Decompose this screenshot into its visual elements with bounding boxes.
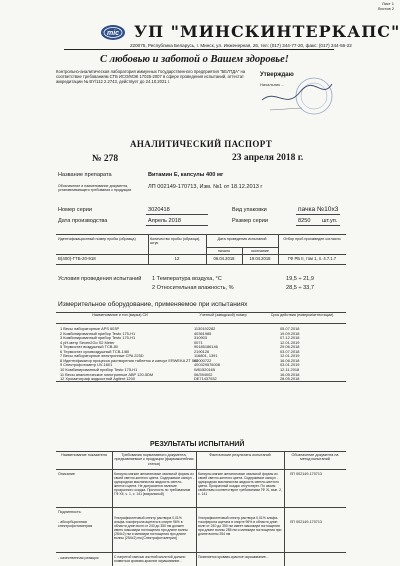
normative-doc-value: ЛП 002149-170713, Изм. №1 от 18.12.2013 г [148, 184, 263, 190]
result-row-spectro-fact: Ультрафиолетовый спектр раствора 0,01% альфа-токоферола ацетата в спирте 96% в области длин волн от 240 до 350 нм имеет максимум поглощения при длине волны 285 нм и минимум поглощения при длине волны 254 нм [198, 516, 282, 536]
results-title: РЕЗУЛЬТАТЫ ИСПЫТАНИЙ [150, 441, 245, 448]
equipment-serial: 60000722 [194, 357, 212, 363]
result-row-spectro-name: - абсорбционная спектрофотометрия [58, 520, 93, 529]
sample-qty-header: Количество пробы (образца), штук [150, 237, 201, 246]
equipment-name: 7 Весы лабораторные электронные CPA 225D [60, 353, 144, 359]
equipment-serial: DE71437532 [194, 376, 217, 382]
series-size-label: Размер серии [232, 218, 269, 224]
equipment-validity: 12.01.2019 [280, 353, 300, 359]
equipment-title: Измерительное оборудование, применяемое при испытаниях [58, 301, 248, 308]
equipment-number-header: Учетный (заводской) номер [199, 313, 247, 317]
condition-humidity-value: 28,5 ÷ 33,7 [286, 285, 314, 291]
result-row-description-doc: ЛП 002149-170713 [290, 472, 322, 476]
company-logo [100, 24, 126, 41]
equipment-serial: 90185186146 [194, 344, 218, 350]
sample-qty-value: 12 [174, 256, 180, 261]
equipment-serial: 116801, 1391 [194, 353, 218, 359]
series-number-value: 3020418 [148, 207, 170, 213]
equipment-name: 11 Весы аналитические электронные ABP 120-5DM [60, 371, 154, 377]
result-row-spectro-req: Ультрафиолетовый спектр раствора 0,01% альфа-токоферола ацетата в спирте 96% в области длин волн от 240 до 350 нм должен иметь максимум поглощения при длине волны (284±2) нм и минимум поглощения при длине волны (254±2) нм [Спектрофотометрия] [114, 516, 188, 540]
equipment-validity: 03.07.2018 [280, 348, 300, 354]
equipment-name: 2 Комбинированный прибор Testo 175-Н1 [60, 330, 136, 336]
equipment-name: 12 Хроматограф жидкостной Agilent 1200 [60, 376, 135, 382]
equipment-name: 9 Спектрофотометр UV-1601 [60, 362, 113, 368]
sampling-value: ГФ РБ II, том 1, п. 4.7.1.7 [287, 256, 337, 261]
company-slogan: С любовью и заботой о Вашем здоровье! [100, 54, 289, 65]
equipment-serial: 40361985 [194, 330, 212, 336]
sampling-header: Отбор проб произведен согласно [283, 237, 341, 241]
sheet-total: Листов 2 [377, 5, 394, 11]
approval-title: Утверждаю [260, 72, 294, 78]
package-type-label: Вид упаковки [232, 207, 267, 213]
equipment-name-header: Наименование и тип (марка) СИ [92, 313, 148, 317]
equipment-serial: 2190126 [194, 348, 210, 354]
equipment-validity: 03.01.2019 [280, 362, 300, 368]
test-start-value: 06.04.2018 [213, 256, 235, 261]
equipment-name: 4 pH-метр Seven2Go S2 Meter [60, 339, 115, 345]
company-name: УП "МИНСКИНТЕРКАПС" [134, 22, 400, 41]
test-end-value: 19.04.2018 [249, 256, 271, 261]
production-date-value: Апрель 2018 [148, 218, 181, 224]
test-start-header: начало [217, 249, 231, 253]
result-row-description-fact: Капсулы мягкие желатиновые овальной формы из своей светло-желтого цвета. Содержимое капсул - однородная маслянистая жидкость светло-желтого цвета. Прозрачный осадок отсутствует. По своим свойствам соответствуют требованиям ГФ XI, вып. 2, с. 141 [198, 472, 282, 496]
equipment-name: 5 Термостат воздушный ТСВ-80 [60, 344, 118, 350]
condition-humidity-name: 2 Относительная влажность, % [152, 285, 234, 291]
equipment-validity: 28.05.2018 [280, 376, 300, 382]
sheet-number: Лист 1 [381, 1, 394, 6]
document-number: № 278 [92, 154, 119, 164]
normative-doc-label: Обозначение и наименование документа, устанавливающего требования к продукции [58, 184, 132, 193]
result-row-qualitative-name: - качественная реакция [58, 556, 99, 560]
equipment-validity: 16.05.2018 [280, 371, 300, 377]
equipment-name: 6 Термостат суховоздушный ТСВ-1/80 [60, 348, 130, 354]
sheet-counter [378, 2, 394, 11]
series-size-value: 8250 [298, 218, 311, 224]
lab-accreditation-info: Контрольно-аналитическая лаборатория иммунных Государственного предприятия "БЕЛТДА" на соответствие требованиям СТБ ИСО/МЭК 17025-2007 в сфере проведения испытаний, аттестат аккредитации № BY/112 2.2743, действует до 24.10.2021 г. [56, 69, 246, 84]
logo-text: mic [106, 30, 120, 37]
series-size-unit: шт.уп. [322, 218, 338, 224]
test-end-header: окончание [251, 249, 269, 253]
equipment-name: 3 Комбинированный прибор Testo 175-Н1 [60, 335, 136, 341]
equipment-serial: 310903 [194, 335, 207, 341]
equipment-serial: 400329576008 [194, 362, 220, 368]
equipment-serial: 0071 [194, 339, 203, 345]
equipment-validity: 12.11.2018 [280, 366, 300, 372]
result-row-spectro-doc: ЛП 002149-170713 [290, 520, 322, 524]
equipment-validity: 05.07.2018 [280, 326, 300, 331]
conditions-label: Условия проведения испытаний [58, 276, 142, 282]
result-row-qualitative-fact: Появляется кроваво-красное окрашивание... [198, 555, 269, 559]
results-fact-header: Фактические результаты испытаний [209, 453, 271, 457]
sample-id-value: В(400)-ГТБ-20-918 [58, 256, 96, 261]
equipment-validity: 07.12.2018 [280, 335, 300, 341]
equipment-validity: 16.06.2018 [280, 357, 300, 363]
equipment-validity: 19.09.2018 [280, 330, 300, 336]
document-title: АНАЛИТИЧЕСКИЙ ПАСПОРТ [130, 139, 273, 149]
product-name-value: Витамин Е, капсулы 400 мг [148, 172, 224, 178]
equipment-validity: 29.06.2018 [280, 344, 300, 350]
equipment-validity: 12.01.2019 [280, 339, 300, 345]
document-date: 23 апреля 2018 г. [232, 153, 304, 163]
condition-temperature-value: 19,5 ÷ 21,9 [286, 276, 314, 282]
results-method-header: Обозначение документа на метод испытаний [291, 453, 339, 462]
equipment-validity-header: Срок действия (поверки/аттестации) [270, 313, 334, 317]
equipment-name: 1 Весы лабораторные АPS 603Р [60, 326, 120, 331]
result-row-description-req: Капсулы мягкие желатиновые овальной формы из своей светло-желтого цвета. Содержимое капсул - однородная маслянистая жидкость светло-желтого цвета. Не допускается наличие прозрачного осадка. Прочность по требованиям ГФ XII, ч. 1, с. 141 [визуальный] [114, 472, 194, 496]
sample-id-header: Идентификационный номер пробы (образца) [58, 237, 136, 241]
series-number-label: Номер серии [58, 207, 93, 213]
results-requirement-header: Требования нормативного документа, предъявляемые к продукции (фармакопейная статья) [114, 453, 194, 466]
equipment-serial: 06/394002 [194, 371, 213, 377]
equipment-name: 8 Идентификатор процесса растворения таблеток и капсул ERWEKA ZT 502 [60, 357, 199, 363]
header-divider [64, 49, 334, 50]
approval-position: Начальник ... [260, 82, 285, 87]
result-row-identity-name: Подлинность: [58, 510, 82, 514]
results-indicator-header: Наименование показателя [61, 453, 107, 457]
equipment-serial: W81520165 [194, 366, 215, 372]
equipment-serial: 1130192282 [194, 326, 216, 331]
product-name-label: Название препарата [58, 172, 112, 178]
company-contact: 220075, Республика Беларусь, г. Минск, ул. Инженерная, 26, тел: (017) 344-77-20, факс: (017) 344-56-22 [130, 43, 352, 48]
equipment-name: 10 Комбинированный прибор Testo 175-Н1 [60, 366, 138, 372]
condition-temperature-name: 1 Температура воздуха, °С [152, 276, 222, 282]
result-row-qualitative-req: С нагретой смесью азотной кислотой должно появиться кроваво-красное окрашивание... [114, 555, 186, 563]
production-date-label: Дата производства [58, 218, 108, 224]
package-type-value: пачка №10х3 [298, 206, 339, 213]
test-dates-header: Дата проведения испытаний [217, 237, 267, 241]
result-row-description-name: Описание [58, 472, 75, 476]
